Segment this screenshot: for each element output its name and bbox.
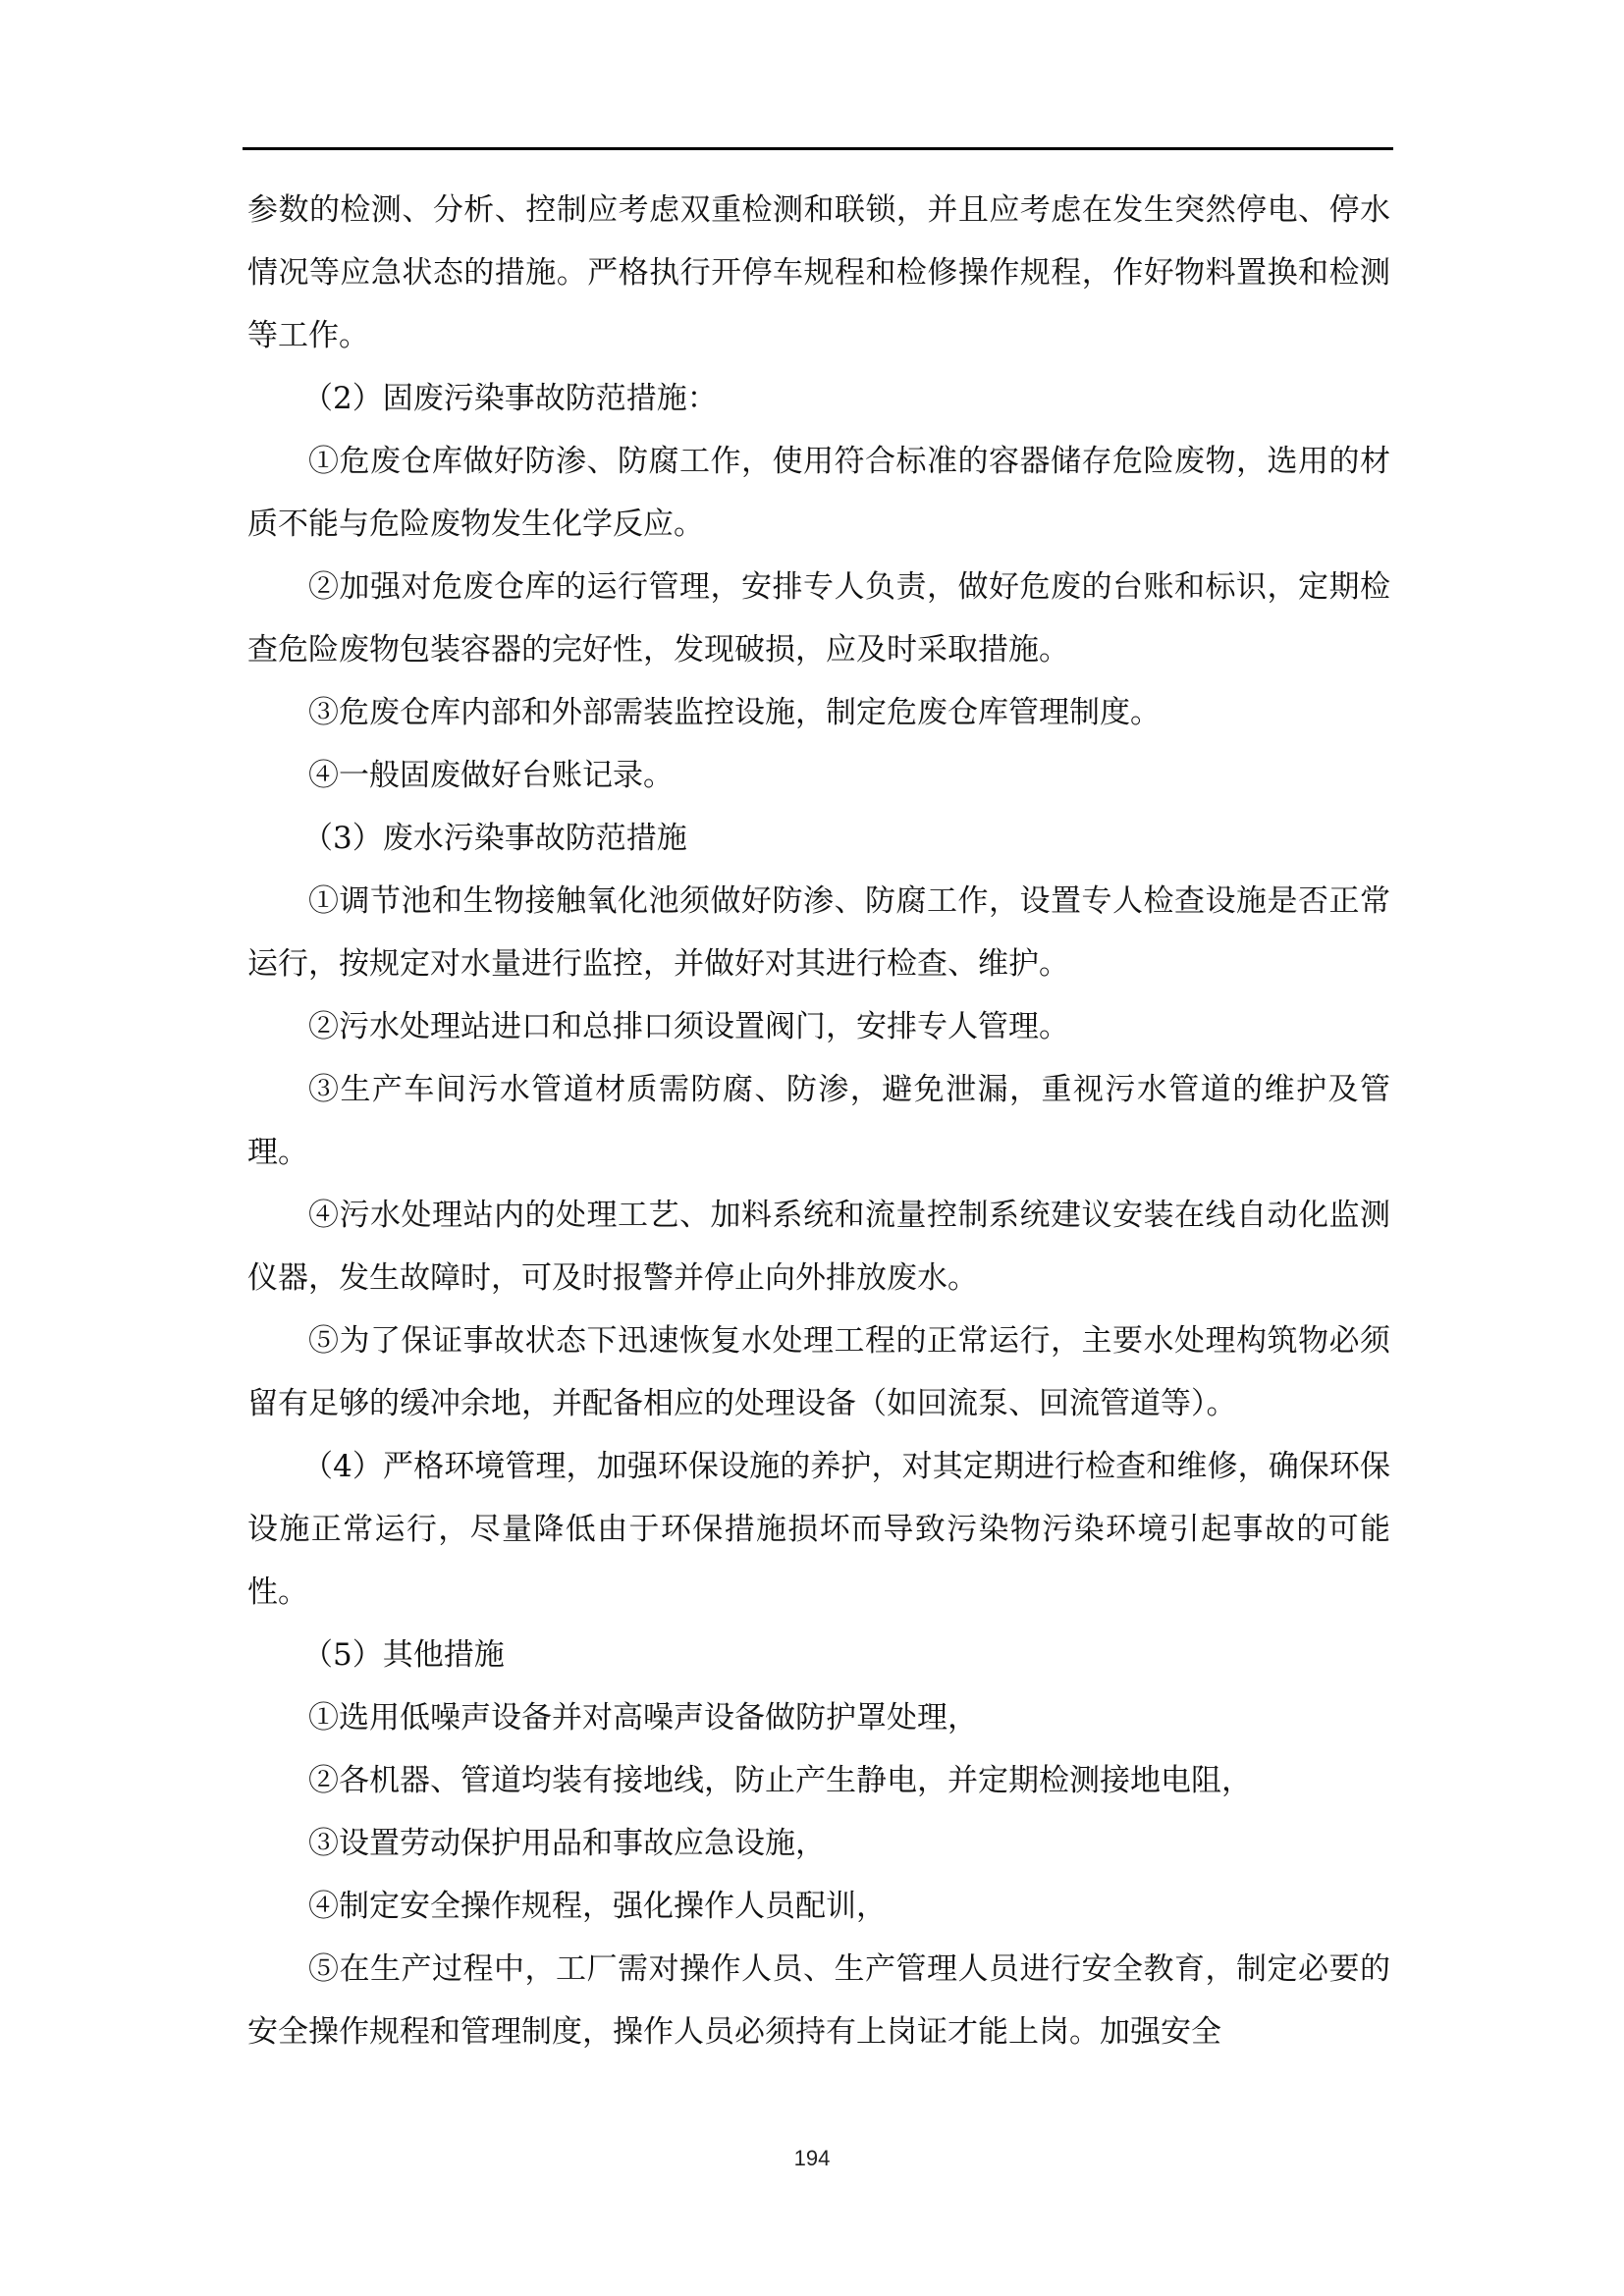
list-item: ②加强对危废仓库的运行管理，安排专人负责，做好危废的台账和标识，定期检查危险废物包装容器的完好性，发现破损，应及时采取措施。 (247, 569, 1390, 667)
heading-solid-waste-measures: （2）固废污染事故防范措施： (302, 381, 718, 416)
page-number: 194 (793, 2146, 831, 2170)
list-item: ⑤在生产过程中，工厂需对操作人员、生产管理人员进行安全教育，制定必要的安全操作规程和管理制度，操作人员必须持有上岗证才能上岗。加强安全 (247, 1951, 1390, 2050)
heading-other-measures: （5）其他措施 (302, 1637, 505, 1673)
list-item: ⑤为了保证事故状态下迅速恢复水处理工程的正常运行，主要水处理构筑物必须留有足够的缓冲余地，并配备相应的处理设备（如回流泵、回流管道等）。 (247, 1323, 1390, 1421)
list-item: ③生产车间污水管道材质需防腐、防渗，避免泄漏，重视污水管道的维护及管理。 (247, 1072, 1390, 1170)
header-rule (243, 147, 1393, 150)
list-item: ②污水处理站进口和总排口须设置阀门，安排专人管理。 (308, 1009, 1069, 1044)
paragraph-environmental-management: （4）严格环境管理，加强环保设施的养护，对其定期进行检查和维修，确保环保设施正常运行，尽量降低由于环保措施损坏而导致污染物污染环境引起事故的可能性。 (247, 1449, 1390, 1610)
list-item: ④污水处理站内的处理工艺、加料系统和流量控制系统建议安装在线自动化监测仪器，发生故障时，可及时报警并停止向外排放废水。 (247, 1198, 1390, 1296)
list-item: ①调节池和生物接触氧化池须做好防渗、防腐工作，设置专人检查设施是否正常运行，按规定对水量进行监控，并做好对其进行检查、维护。 (247, 883, 1390, 982)
heading-wastewater-measures: （3）废水污染事故防范措施 (302, 821, 687, 856)
document-body (247, 179, 1390, 2063)
list-item: ④一般固废做好台账记录。 (308, 758, 674, 793)
list-item: ②各机器、管道均装有接地线，防止产生静电，并定期检测接地电阻， (308, 1763, 1252, 1798)
list-item: ③危废仓库内部和外部需装监控设施，制定危废仓库管理制度。 (308, 695, 1161, 730)
list-item: ①危废仓库做好防渗、防腐工作，使用符合标准的容器储存危险废物，选用的材质不能与危险废物发生化学反应。 (247, 444, 1390, 542)
list-item: ④制定安全操作规程，强化操作人员配训， (308, 1889, 887, 1924)
paragraph-continuation: 参数的检测、分析、控制应考虑双重检测和联锁，并且应考虑在发生突然停电、停水情况等应急状态的措施。严格执行开停车规程和检修操作规程，作好物料置换和检测等工作。 (247, 192, 1390, 353)
list-item: ③设置劳动保护用品和事故应急设施， (308, 1826, 826, 1861)
list-item: ①选用低噪声设备并对高噪声设备做防护罩处理， (308, 1700, 978, 1735)
